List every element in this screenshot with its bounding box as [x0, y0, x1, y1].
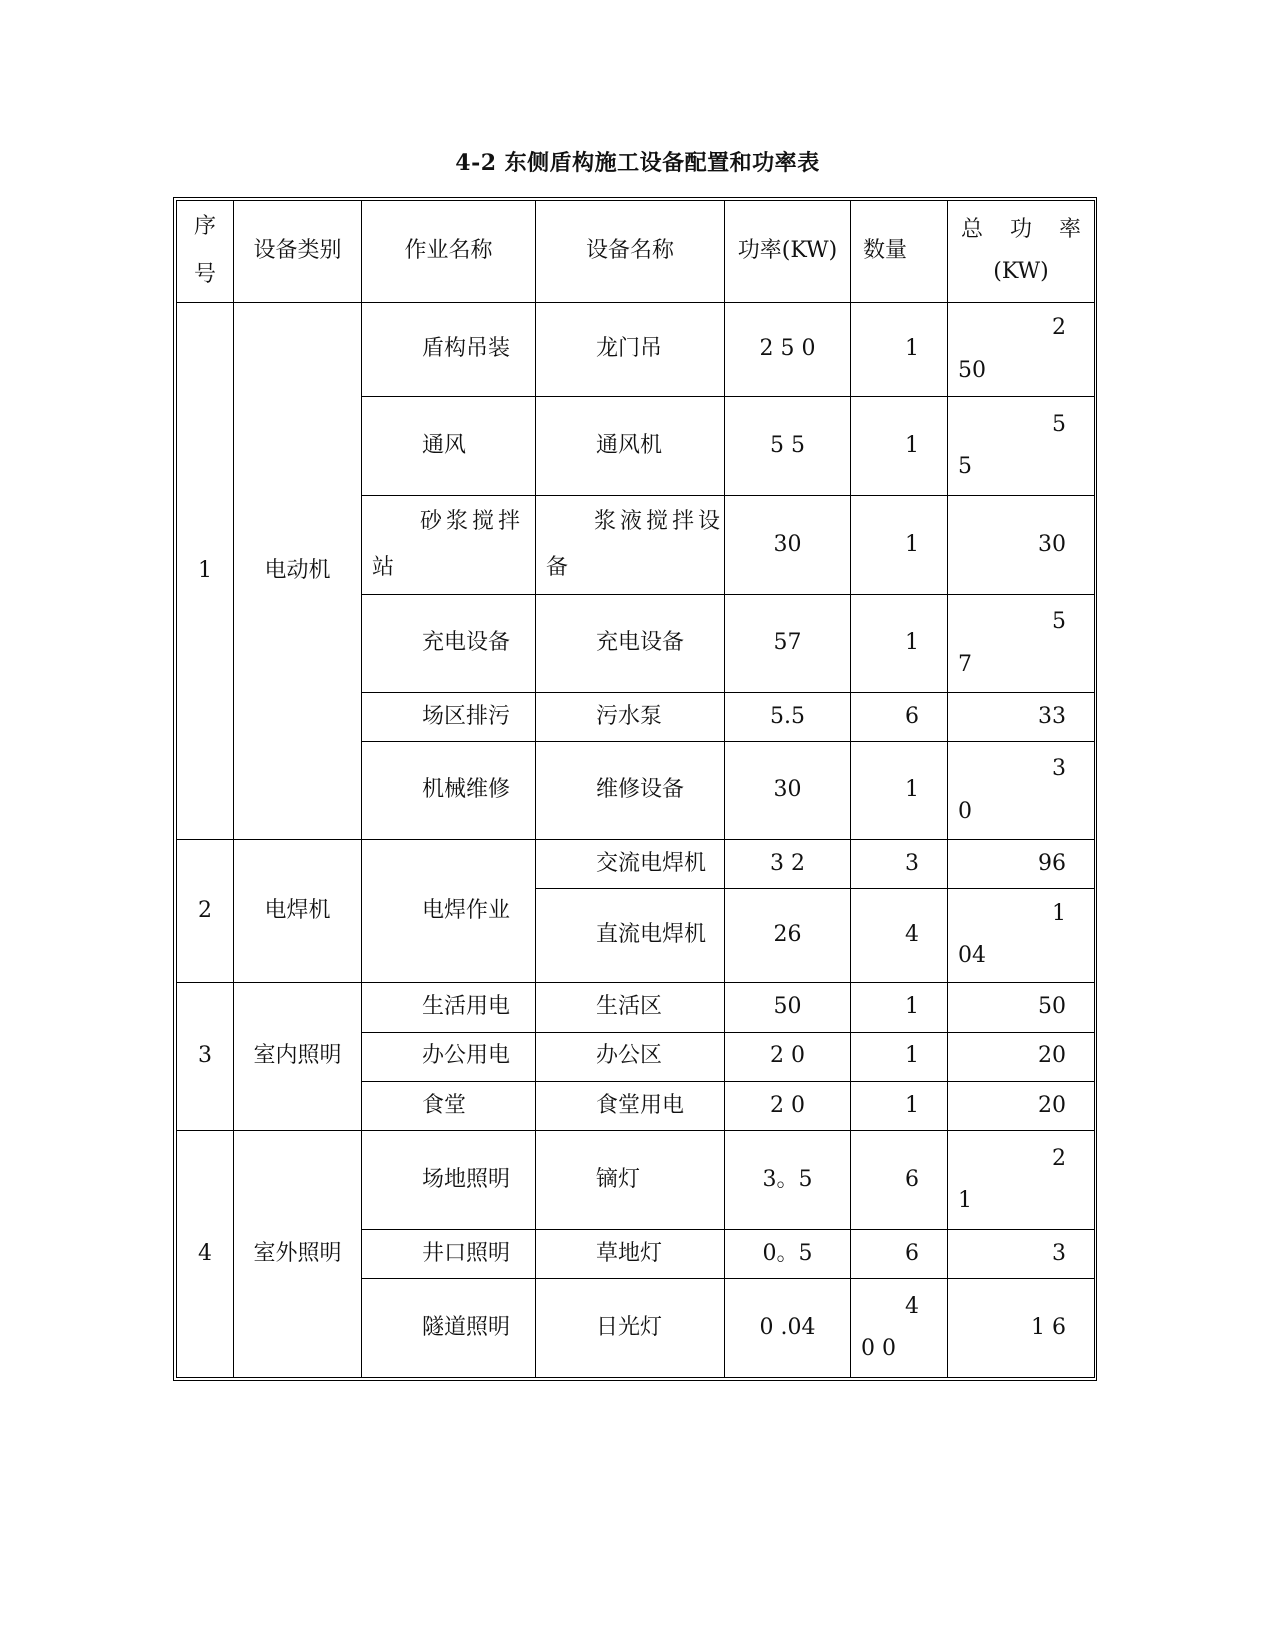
- operation-cell: 隧道照明: [362, 1279, 536, 1378]
- header-category: 设备类别: [234, 201, 362, 303]
- equipment-cell: 办公区: [536, 1032, 725, 1081]
- total-cell: 30: [948, 496, 1095, 595]
- operation-cell: 盾构吊装: [362, 302, 536, 396]
- header-row: [177, 201, 1095, 303]
- header-total: 总 功 率 (KW): [948, 201, 1095, 303]
- power-cell: 2 5 0: [725, 302, 851, 396]
- equipment-cell: 日光灯: [536, 1279, 725, 1378]
- seq-cell: 4: [177, 1131, 234, 1378]
- equipment-cell: 通风机: [536, 397, 725, 496]
- equipment-power-table: [176, 200, 1095, 1378]
- total-cell: 3: [948, 1229, 1095, 1278]
- category-cell: 电焊机: [234, 840, 362, 983]
- power-cell: 26: [725, 888, 851, 982]
- total-cell: 5 5: [948, 397, 1095, 496]
- operation-cell: 通风: [362, 397, 536, 496]
- page-title: 4-2 东侧盾构施工设备配置和功率表: [455, 150, 820, 176]
- table-frame: [173, 197, 1097, 1381]
- power-cell: 2 0: [725, 1032, 851, 1081]
- power-cell: 2 0: [725, 1081, 851, 1130]
- equipment-cell: 龙门吊: [536, 302, 725, 396]
- total-cell: 50: [948, 983, 1095, 1032]
- header-equipment: 设备名称: [536, 201, 725, 303]
- power-cell: 0 .04: [725, 1279, 851, 1378]
- quantity-cell: 1: [851, 741, 948, 840]
- seq-cell: 2: [177, 840, 234, 983]
- equipment-cell: 生活区: [536, 983, 725, 1032]
- total-cell: 96: [948, 840, 1095, 888]
- quantity-cell: 4 0 0: [851, 1279, 948, 1378]
- quantity-cell: 1: [851, 1081, 948, 1130]
- quantity-cell: 1: [851, 1032, 948, 1081]
- seq-cell: 3: [177, 983, 234, 1131]
- equipment-cell: 交流电焊机: [536, 840, 725, 888]
- power-cell: 5 5: [725, 397, 851, 496]
- equipment-cell: 浆液搅拌设 备: [536, 496, 725, 595]
- total-cell: 3 0: [948, 741, 1095, 840]
- table-row: [177, 1131, 1095, 1230]
- quantity-cell: 6: [851, 1131, 948, 1230]
- table-row: [177, 840, 1095, 888]
- header-seq: 序 号: [177, 201, 234, 303]
- total-cell: 20: [948, 1081, 1095, 1130]
- quantity-cell: 1: [851, 983, 948, 1032]
- operation-cell: 场区排污: [362, 693, 536, 741]
- equipment-cell: 直流电焊机: [536, 888, 725, 982]
- category-cell: 电动机: [234, 302, 362, 840]
- operation-cell: 电焊作业: [362, 840, 536, 983]
- quantity-cell: 1: [851, 302, 948, 396]
- equipment-cell: 污水泵: [536, 693, 725, 741]
- operation-cell: 场地照明: [362, 1131, 536, 1230]
- equipment-cell: 维修设备: [536, 741, 725, 840]
- power-cell: 5.5: [725, 693, 851, 741]
- total-cell: 1 04: [948, 888, 1095, 982]
- quantity-cell: 1: [851, 594, 948, 693]
- total-cell: 2 1: [948, 1131, 1095, 1230]
- header-power: 功率(KW): [725, 201, 851, 303]
- power-cell: 3。5: [725, 1131, 851, 1230]
- equipment-cell: 镝灯: [536, 1131, 725, 1230]
- header-operation: 作业名称: [362, 201, 536, 303]
- quantity-cell: 3: [851, 840, 948, 888]
- equipment-cell: 充电设备: [536, 594, 725, 693]
- table-row: [177, 983, 1095, 1032]
- quantity-cell: 6: [851, 693, 948, 741]
- category-cell: 室内照明: [234, 983, 362, 1131]
- power-cell: 57: [725, 594, 851, 693]
- quantity-cell: 6: [851, 1229, 948, 1278]
- seq-cell: 1: [177, 302, 234, 840]
- quantity-cell: 4: [851, 888, 948, 982]
- operation-cell: 食堂: [362, 1081, 536, 1130]
- equipment-cell: 草地灯: [536, 1229, 725, 1278]
- equipment-cell: 食堂用电: [536, 1081, 725, 1130]
- power-cell: 30: [725, 496, 851, 595]
- power-cell: 30: [725, 741, 851, 840]
- category-cell: 室外照明: [234, 1131, 362, 1378]
- table-row: [177, 302, 1095, 396]
- quantity-cell: 1: [851, 397, 948, 496]
- total-cell: 20: [948, 1032, 1095, 1081]
- operation-cell: 机械维修: [362, 741, 536, 840]
- quantity-cell: 1: [851, 496, 948, 595]
- header-quantity: 数量: [851, 201, 948, 303]
- operation-cell: 生活用电: [362, 983, 536, 1032]
- power-cell: 50: [725, 983, 851, 1032]
- power-cell: 0。5: [725, 1229, 851, 1278]
- total-cell: 5 7: [948, 594, 1095, 693]
- operation-cell: 砂浆搅拌 站: [362, 496, 536, 595]
- total-cell: 1 6: [948, 1279, 1095, 1378]
- operation-cell: 充电设备: [362, 594, 536, 693]
- operation-cell: 办公用电: [362, 1032, 536, 1081]
- total-cell: 33: [948, 693, 1095, 741]
- power-cell: 3 2: [725, 840, 851, 888]
- operation-cell: 井口照明: [362, 1229, 536, 1278]
- total-cell: 2 50: [948, 302, 1095, 396]
